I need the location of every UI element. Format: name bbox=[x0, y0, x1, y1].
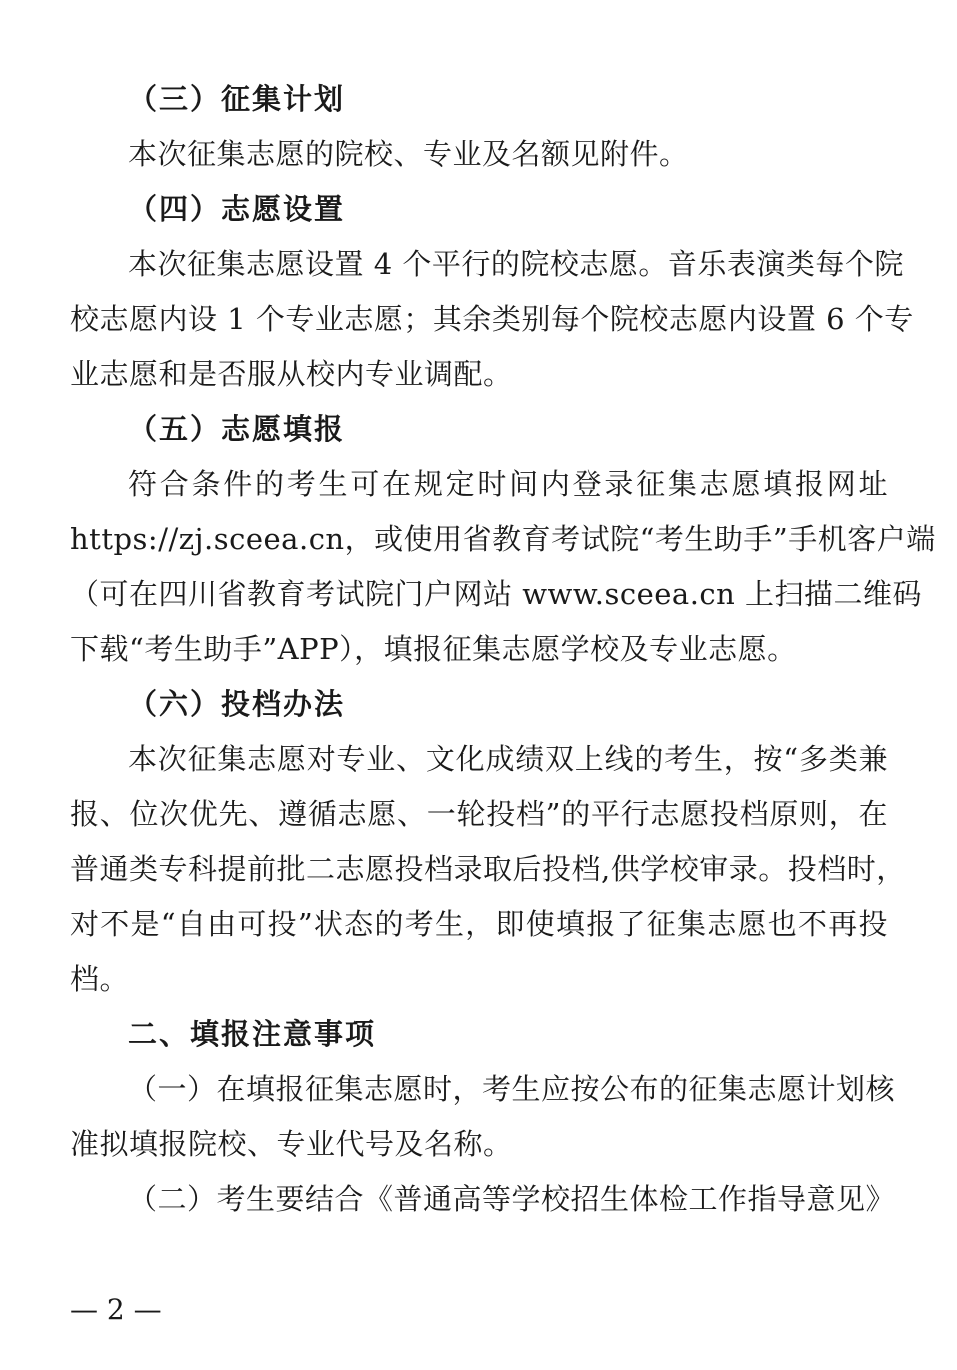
paragraph-note-1-line: （一）在填报征集志愿时，考生应按公布的征集志愿计划核 bbox=[128, 1072, 896, 1106]
paragraph-settings-line: 本次征集志愿设置 4 个平行的院校志愿。音乐表演类每个院 bbox=[128, 247, 904, 281]
paragraph-filling-line: （可在四川省教育考试院门户网站 www.sceea.cn 上扫描二维码 bbox=[70, 577, 923, 611]
paragraph-filling-line: 符合条件的考生可在规定时间内登录征集志愿填报网址 bbox=[128, 467, 888, 501]
part-heading-notes: 二、填报注意事项 bbox=[128, 1017, 377, 1051]
paragraph-admission-line: 报、位次优先、遵循志愿、一轮投档”的平行志愿投档原则，在 bbox=[70, 797, 888, 831]
paragraph-filling-line: https://zj.sceea.cn，或使用省教育考试院“考生助手”手机客户端 bbox=[70, 522, 936, 556]
paragraph-note-1-line: 准拟填报院校、专业代号及名称。 bbox=[70, 1127, 513, 1161]
paragraph-admission-line: 对不是“自由可投”状态的考生，即使填报了征集志愿也不再投 bbox=[70, 907, 888, 941]
section-heading-filling: （五）志愿填报 bbox=[128, 412, 346, 446]
paragraph-settings-line: 业志愿和是否服从校内专业调配。 bbox=[70, 357, 513, 391]
paragraph-admission-line: 普通类专科提前批二志愿投档录取后投档,供学校审录。投档时， bbox=[70, 852, 906, 886]
paragraph-filling-line: 下载“考生助手”APP），填报征集志愿学校及专业志愿。 bbox=[70, 632, 797, 666]
paragraph-note-2-line: （二）考生要结合《普通高等学校招生体检工作指导意见》 bbox=[128, 1182, 896, 1216]
document-body bbox=[70, 72, 936, 1227]
paragraph-admission-line: 档。 bbox=[70, 962, 130, 996]
section-heading-admission: （六）投档办法 bbox=[128, 687, 346, 721]
section-heading-settings: （四）志愿设置 bbox=[128, 192, 346, 226]
paragraph-settings-line: 校志愿内设 1 个专业志愿；其余类别每个院校志愿内设置 6 个专 bbox=[70, 302, 914, 336]
paragraph-admission-line: 本次征集志愿对专业、文化成绩双上线的考生，按“多类兼 bbox=[128, 742, 888, 776]
paragraph-plan: 本次征集志愿的院校、专业及名额见附件。 bbox=[128, 137, 689, 171]
section-heading-plan: （三）征集计划 bbox=[128, 82, 346, 116]
page-number: — 2 — bbox=[70, 1293, 162, 1326]
